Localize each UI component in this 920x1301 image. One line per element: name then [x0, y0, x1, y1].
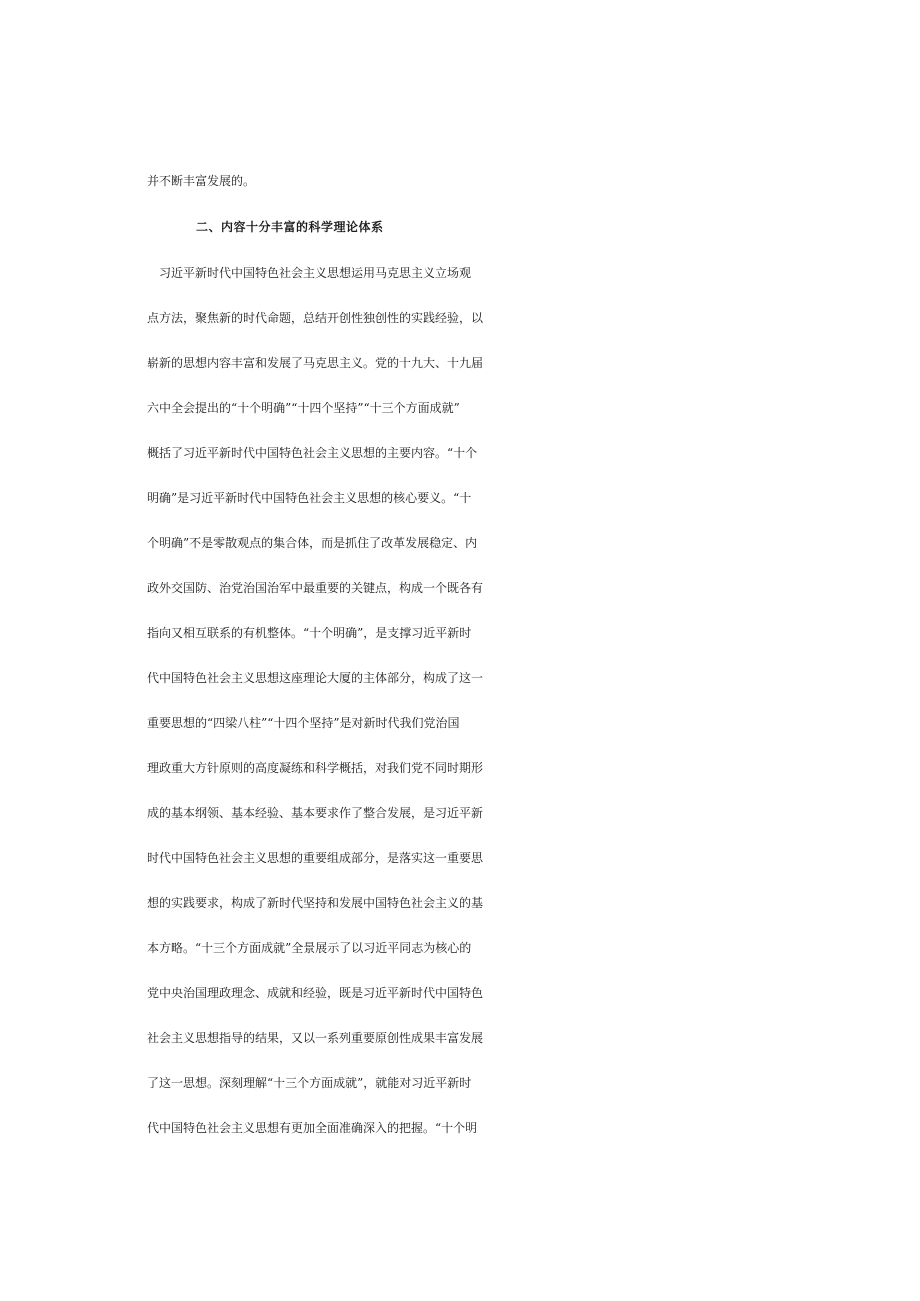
paragraph-line: 明确”是习近平新时代中国特色社会主义思想的核心要义。“十 — [147, 491, 472, 505]
paragraph-line: 想的实践要求，构成了新时代坚持和发展中国特色社会主义的基 — [147, 896, 484, 910]
carryover-text-line: 并不断丰富发展的。 — [147, 174, 256, 188]
paragraph-line: 习近平新时代中国特色社会主义思想运用马克思主义立场观 — [147, 266, 472, 280]
paragraph-line: 党中央治国理政理念、成就和经验，既是习近平新时代中国特色 — [147, 986, 484, 1000]
paragraph-line: 个明确”不是零散观点的集合体，而是抓住了改革发展稳定、内 — [147, 536, 478, 550]
paragraph-line: 时代中国特色社会主义思想的重要组成部分，是落实这一重要思 — [147, 851, 484, 865]
paragraph-line: 崭新的思想内容丰富和发展了马克思主义。党的十九大、十九届 — [147, 356, 484, 370]
section-heading: 二、内容十分丰富的科学理论体系 — [196, 220, 384, 234]
paragraph-line: 社会主义思想指导的结果，又以一系列重要原创性成果丰富发展 — [147, 1031, 484, 1045]
paragraph-line: 代中国特色社会主义思想这座理论大厦的主体部分，构成了这一 — [147, 671, 484, 685]
paragraph-line: 概括了习近平新时代中国特色社会主义思想的主要内容。“十个 — [147, 446, 478, 460]
paragraph-line: 代中国特色社会主义思想有更加全面准确深入的把握。“十个明 — [147, 1121, 478, 1135]
paragraph-line: 重要思想的“四梁八柱”“十四个坚持”是对新时代我们党治国 — [147, 716, 460, 730]
paragraph-line: 了这一思想。深刻理解“十三个方面成就”，就能对习近平新时 — [147, 1076, 472, 1090]
paragraph-line: 指向又相互联系的有机整体。“十个明确”，是支撑习近平新时 — [147, 626, 472, 640]
paragraph-line: 本方略。“十三个方面成就”全景展示了以习近平同志为核心的 — [147, 941, 472, 955]
paragraph-line: 六中全会提出的“十个明确”“十四个坚持”“十三个方面成就” — [147, 401, 460, 415]
paragraph-line: 政外交国防、治党治国治军中最重要的关键点，构成一个既各有 — [147, 581, 484, 595]
paragraph-line: 理政重大方针原则的高度凝练和科学概括，对我们党不同时期形 — [147, 761, 484, 775]
paragraph-line: 成的基本纲领、基本经验、基本要求作了整合发展，是习近平新 — [147, 806, 484, 820]
paragraph-line: 点方法，聚焦新的时代命题，总结开创性独创性的实践经验，以 — [147, 311, 484, 325]
